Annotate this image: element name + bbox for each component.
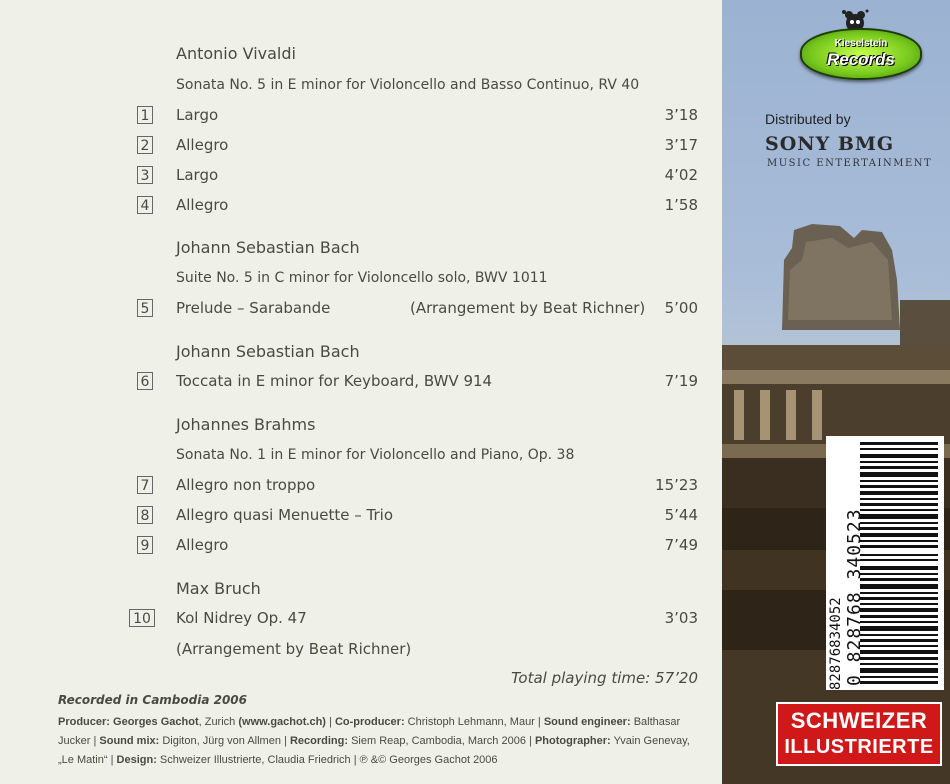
recording-value: Siem Reap, Cambodia, March 2006 [351, 735, 526, 747]
track-row [0, 609, 722, 631]
work-bach-suite: Suite No. 5 in C minor for Violoncello solo, BWV 1011 [176, 270, 548, 286]
track-time: 5’00 [664, 299, 698, 317]
sony-bmg-subtitle: MUSIC ENTERTAINMENT [767, 158, 933, 169]
producer-city: , Zurich [198, 716, 236, 728]
logo-line-1: Kieselstein [834, 38, 888, 49]
track-number: 8 [137, 506, 153, 524]
website: (www.gachot.ch) [238, 716, 326, 728]
coproducer-name: Christoph Lehmann, Maur [407, 716, 535, 728]
barcode [826, 436, 944, 690]
track-time: 3’03 [664, 609, 698, 627]
composer-bruch: Max Bruch [176, 579, 261, 598]
sound-engineer-label: Sound engineer: [543, 716, 631, 728]
track-title: Prelude – Sarabande [176, 299, 331, 317]
track-number: 9 [137, 536, 153, 554]
work-brahms: Sonata No. 1 in E minor for Violoncello and Piano, Op. 38 [176, 447, 575, 463]
composer-vivaldi: Antonio Vivaldi [176, 44, 296, 63]
track-number: 3 [137, 166, 153, 184]
sound-mix-label: Sound mix: [99, 735, 160, 747]
total-playing-time: Total playing time: 57’20 [511, 669, 698, 687]
producer-name: Georges Gachot [113, 716, 199, 728]
track-time: 4’02 [664, 166, 698, 184]
track-row [0, 506, 722, 528]
magazine-line-2: ILLUSTRIERTE [784, 736, 934, 758]
recorded-location: Recorded in Cambodia 2006 [58, 693, 248, 707]
barcode-bars [860, 442, 938, 684]
bruch-arrangement-note: (Arrangement by Beat Richner) [176, 640, 412, 658]
track-time: 7’49 [664, 536, 698, 554]
track-title: Allegro non troppo [176, 476, 316, 494]
track-title: Allegro [176, 196, 229, 214]
kieselstein-records-logo [800, 28, 922, 80]
track-title: Largo [176, 106, 219, 124]
track-row [0, 476, 722, 498]
composer-brahms: Johannes Brahms [176, 415, 316, 434]
barcode-vertical-number: 82876834052 [828, 597, 844, 690]
logo-line-2: Records [826, 50, 896, 69]
sound-mix-value: Digiton, Jürg von Allmen [162, 735, 281, 747]
track-title: Allegro [176, 536, 229, 554]
track-title: Allegro quasi Menuette – Trio [176, 506, 394, 524]
producer-label: Producer: [58, 716, 110, 728]
composer-bach-2: Johann Sebastian Bach [176, 342, 360, 361]
track-row [0, 299, 722, 321]
schweizer-illustrierte-logo [776, 702, 942, 766]
work-vivaldi: Sonata No. 5 in E minor for Violoncello and Basso Continuo, RV 40 [176, 77, 640, 93]
track-number: 2 [137, 136, 153, 154]
sony-bmg-logo: SONY BMG [765, 133, 895, 155]
photographer-label: Photographer: [534, 735, 611, 747]
track-row [0, 166, 722, 188]
sound-engineer-name: Balthasar Jucker [58, 716, 681, 747]
track-time: 3’17 [664, 136, 698, 154]
composer-bach-1: Johann Sebastian Bach [176, 238, 360, 257]
track-title: Largo [176, 166, 219, 184]
coproducer-label: Co-producer: [334, 716, 405, 728]
track-number: 5 [137, 299, 153, 317]
track-title: Kol Nidrey Op. 47 [176, 609, 307, 627]
track-time: 3’18 [664, 106, 698, 124]
track-title: Toccata in E minor for Keyboard, BWV 914 [176, 372, 493, 390]
credits-block: Producer: Georges Gachot, Zurich (www.gachot.ch) | Co-producer: Christoph Lehmann, Maur | Sound engineer: Balthasar Jucker | Sound mix: Digiton, Jürg von Allmen | Recording: Siem Reap, Cambodia, March 2006 | Photographer: Yvain Genevay, „Le Matin“ | Design: Schweizer Illustrierte, Claudia Friedrich | ℗ &© Georges Gachot 2006 [58, 716, 690, 766]
track-title: Allegro [176, 136, 229, 154]
track-number: 4 [137, 196, 153, 214]
track-number: 1 [137, 106, 153, 124]
track-number: 7 [137, 476, 153, 494]
photographer-name: Yvain Genevay, „Le Matin“ [58, 735, 690, 766]
magazine-line-1: SCHWEIZER [790, 708, 928, 733]
copyright-notice: ℗ &© Georges Gachot 2006 [359, 754, 498, 766]
track-time: 1’58 [664, 196, 698, 214]
track-time: 5’44 [664, 506, 698, 524]
design-value: Schweizer Illustrierte, Claudia Friedrich [159, 754, 351, 766]
track-time: 7’19 [664, 372, 698, 390]
track-arrangement-note: (Arrangement by Beat Richner) [410, 299, 646, 317]
track-time: 15’23 [655, 476, 698, 494]
track-number: 6 [137, 372, 153, 390]
barcode-full-number: 0 828768 340523 [844, 508, 865, 686]
design-label: Design: [116, 754, 157, 766]
track-row [0, 106, 722, 128]
track-number: 10 [129, 609, 155, 627]
track-row [0, 136, 722, 158]
distributed-by-label: Distributed by [765, 111, 851, 127]
track-row [0, 372, 722, 394]
track-row [0, 196, 722, 218]
track-row [0, 536, 722, 558]
recording-label: Recording: [289, 735, 349, 747]
